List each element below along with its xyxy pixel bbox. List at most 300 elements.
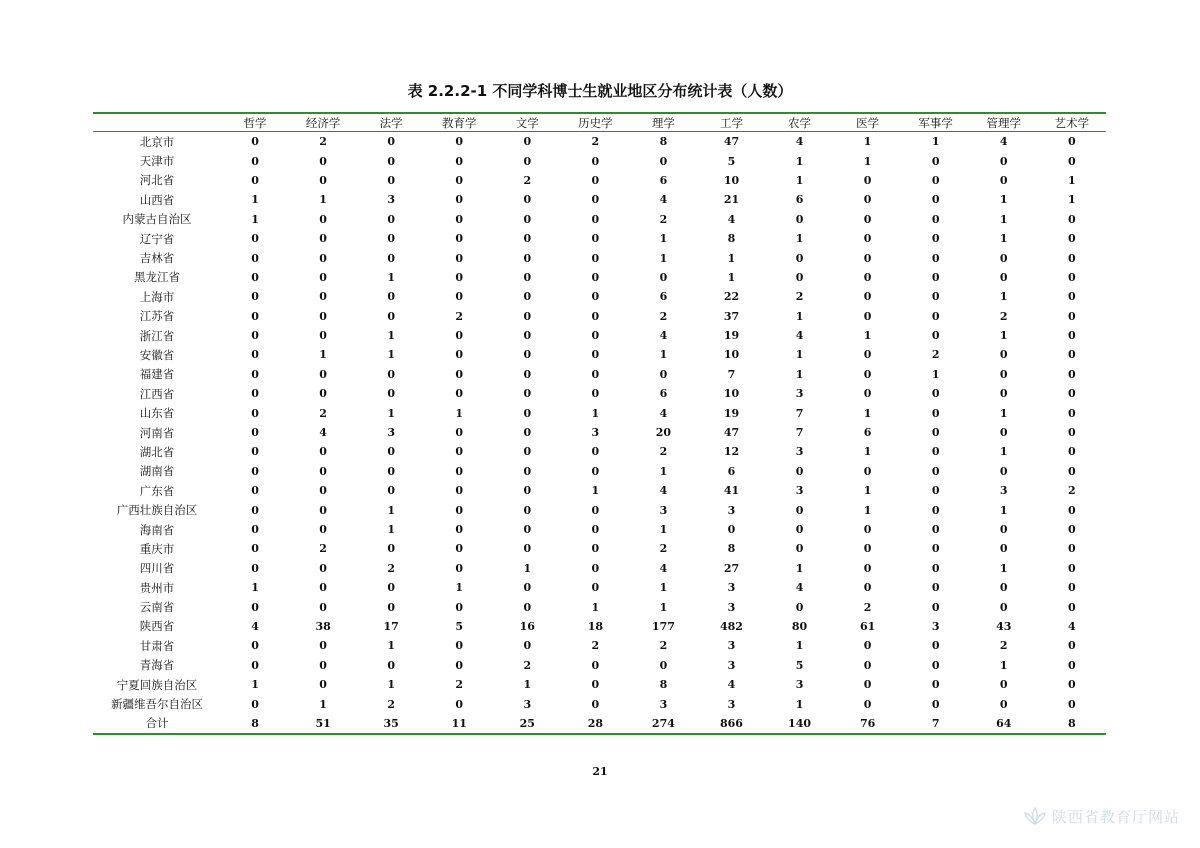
value-cell: 1 <box>387 639 395 653</box>
value-cell: 6 <box>727 464 736 478</box>
value-cell: 0 <box>319 290 327 304</box>
value-cell: 0 <box>1068 523 1076 536</box>
value-cell: 0 <box>251 251 259 265</box>
value-cell: 8 <box>659 135 668 149</box>
value-cell: 0 <box>523 484 532 498</box>
column-header: 文学 <box>493 114 561 132</box>
value-cell: 0 <box>319 251 327 265</box>
value-cell: 1 <box>999 561 1008 575</box>
value-cell: 1 <box>659 251 668 265</box>
value-cell: 0 <box>319 329 327 343</box>
column-header: 艺术学 <box>1038 114 1106 132</box>
value-cell: 0 <box>795 503 804 517</box>
value-cell: 0 <box>1068 464 1076 478</box>
value-cell: 1 <box>659 523 668 536</box>
region-cell: 云南省 <box>139 600 175 615</box>
value-cell: 1 <box>999 503 1008 517</box>
value-cell: 0 <box>523 464 532 478</box>
table-row <box>93 500 1106 519</box>
value-cell: 0 <box>931 309 940 323</box>
value-cell: 0 <box>999 348 1008 362</box>
value-cell: 177 <box>651 619 675 633</box>
value-cell: 10 <box>723 173 740 187</box>
value-cell: 0 <box>251 348 259 362</box>
value-cell: 0 <box>387 387 395 401</box>
value-cell: 0 <box>931 154 940 168</box>
value-cell: 0 <box>455 658 464 672</box>
column-header: 农学 <box>766 114 834 132</box>
table-row <box>93 442 1106 461</box>
value-cell: 0 <box>251 135 259 149</box>
value-cell: 3 <box>795 387 804 401</box>
column-header: 哲学 <box>221 114 289 132</box>
region-cell: 天津市 <box>139 154 175 169</box>
value-cell: 0 <box>455 193 464 207</box>
value-cell: 0 <box>863 309 872 323</box>
value-cell: 0 <box>727 523 736 536</box>
table-row <box>93 171 1106 190</box>
value-cell: 0 <box>863 697 872 711</box>
value-cell: 1 <box>455 581 464 595</box>
value-cell: 64 <box>996 716 1012 730</box>
region-cell: 甘肃省 <box>139 638 175 653</box>
value-cell: 4 <box>795 135 804 149</box>
region-cell: 湖北省 <box>139 444 175 459</box>
value-cell: 1 <box>591 484 600 498</box>
table-title: 表 2.2.2-1 不同学科博士生就业地区分布统计表（人数） <box>407 82 793 100</box>
value-cell: 3 <box>795 445 804 459</box>
value-cell: 3 <box>727 600 736 614</box>
value-cell: 0 <box>523 523 532 536</box>
value-cell: 0 <box>863 348 872 362</box>
value-cell: 4 <box>999 135 1008 149</box>
value-cell: 0 <box>319 600 327 614</box>
value-cell: 0 <box>523 329 532 343</box>
value-cell: 5 <box>727 154 736 168</box>
value-cell: 1 <box>523 561 532 575</box>
value-cell: 0 <box>523 193 532 207</box>
value-cell: 1 <box>523 678 532 692</box>
value-cell: 0 <box>319 367 327 381</box>
value-cell: 0 <box>863 173 872 187</box>
value-cell: 0 <box>387 309 395 323</box>
value-cell: 0 <box>591 678 600 692</box>
value-cell: 7 <box>727 367 736 381</box>
value-cell: 1 <box>999 445 1008 459</box>
value-cell: 0 <box>523 270 532 284</box>
value-cell: 0 <box>931 173 940 187</box>
value-cell: 4 <box>659 484 668 498</box>
header-region <box>93 114 221 132</box>
region-cell: 黑龙江省 <box>134 270 180 285</box>
value-cell: 0 <box>387 251 395 265</box>
value-cell: 19 <box>723 329 740 343</box>
value-cell: 0 <box>319 212 327 226</box>
value-cell: 0 <box>523 290 532 304</box>
value-cell: 1 <box>795 309 804 323</box>
value-cell: 1 <box>251 678 259 692</box>
value-cell: 1 <box>795 173 804 187</box>
table-row <box>93 132 1106 152</box>
value-cell: 0 <box>455 173 464 187</box>
value-cell: 0 <box>387 232 395 246</box>
value-cell: 0 <box>455 387 464 401</box>
region-cell: 青海省 <box>139 658 175 673</box>
value-cell: 0 <box>251 697 259 711</box>
value-cell: 2 <box>999 309 1008 323</box>
value-cell: 0 <box>863 387 872 401</box>
value-cell: 0 <box>999 426 1008 440</box>
region-cell: 北京市 <box>139 134 175 149</box>
value-cell: 0 <box>251 658 259 672</box>
value-cell: 140 <box>788 716 812 730</box>
value-cell: 0 <box>251 173 259 187</box>
table-row <box>93 481 1106 500</box>
value-cell: 0 <box>251 561 259 575</box>
value-cell: 1 <box>727 251 736 265</box>
value-cell: 0 <box>999 173 1008 187</box>
value-cell: 0 <box>863 367 872 381</box>
value-cell: 0 <box>931 697 940 711</box>
value-cell: 0 <box>251 387 259 401</box>
value-cell: 1 <box>863 135 872 149</box>
value-cell: 0 <box>455 561 464 575</box>
value-cell: 0 <box>591 464 600 478</box>
value-cell: 0 <box>931 464 940 478</box>
value-cell: 1 <box>387 348 395 362</box>
value-cell: 482 <box>719 619 743 633</box>
value-cell: 1 <box>863 329 872 343</box>
value-cell: 2 <box>591 135 600 149</box>
column-header: 理学 <box>629 114 697 132</box>
value-cell: 0 <box>455 367 464 381</box>
value-cell: 1 <box>1068 173 1076 187</box>
value-cell: 1 <box>999 329 1008 343</box>
value-cell: 0 <box>251 503 259 517</box>
value-cell: 0 <box>455 135 464 149</box>
region-cell: 山东省 <box>139 406 175 421</box>
value-cell: 0 <box>591 523 600 536</box>
value-cell: 0 <box>387 173 395 187</box>
value-cell: 0 <box>931 600 940 614</box>
value-cell: 1 <box>999 232 1008 246</box>
value-cell: 0 <box>319 154 327 168</box>
value-cell: 0 <box>931 561 940 575</box>
region-cell: 福建省 <box>139 367 175 382</box>
value-cell: 19 <box>723 406 740 420</box>
value-cell: 5 <box>455 619 464 633</box>
value-cell: 0 <box>1068 658 1076 672</box>
value-cell: 4 <box>795 329 804 343</box>
value-cell: 0 <box>999 251 1008 265</box>
value-cell: 0 <box>591 697 600 711</box>
value-cell: 3 <box>591 426 600 440</box>
value-cell: 0 <box>591 581 600 595</box>
value-cell: 16 <box>519 619 535 633</box>
value-cell: 0 <box>387 212 395 226</box>
value-cell: 37 <box>723 309 740 323</box>
value-cell: 0 <box>387 542 395 556</box>
table-row <box>93 384 1106 403</box>
value-cell: 0 <box>931 329 940 343</box>
value-cell: 0 <box>591 193 600 207</box>
value-cell: 0 <box>523 154 532 168</box>
value-cell: 274 <box>651 716 675 730</box>
value-cell: 0 <box>1068 678 1076 692</box>
table-row <box>93 287 1106 306</box>
value-cell: 0 <box>931 232 940 246</box>
value-cell: 0 <box>1068 639 1076 653</box>
value-cell: 0 <box>523 232 532 246</box>
value-cell: 0 <box>1068 270 1076 284</box>
value-cell: 1 <box>999 212 1008 226</box>
value-cell: 10 <box>723 387 740 401</box>
value-cell: 0 <box>251 367 259 381</box>
table-row <box>93 403 1106 422</box>
value-cell: 0 <box>999 270 1008 284</box>
value-cell: 0 <box>455 348 464 362</box>
value-cell: 0 <box>319 581 327 595</box>
value-cell: 1 <box>795 348 804 362</box>
value-cell: 1 <box>387 270 395 284</box>
value-cell: 1 <box>319 193 327 207</box>
value-cell: 4 <box>727 212 736 226</box>
value-cell: 0 <box>591 329 600 343</box>
value-cell: 0 <box>319 232 327 246</box>
table-row <box>93 307 1106 326</box>
value-cell: 3 <box>523 697 532 711</box>
value-cell: 2 <box>659 542 668 556</box>
value-cell: 0 <box>319 445 327 459</box>
value-cell: 1 <box>659 581 668 595</box>
value-cell: 0 <box>455 426 464 440</box>
value-cell: 0 <box>931 581 940 595</box>
value-cell: 1 <box>319 348 327 362</box>
table-row <box>93 597 1106 616</box>
value-cell: 0 <box>387 290 395 304</box>
value-cell: 0 <box>455 154 464 168</box>
value-cell: 0 <box>999 523 1008 536</box>
region-cell: 江西省 <box>139 386 175 401</box>
region-cell: 浙江省 <box>139 328 175 343</box>
value-cell: 1 <box>659 464 668 478</box>
value-cell: 0 <box>523 639 532 653</box>
value-cell: 0 <box>863 561 872 575</box>
value-cell: 0 <box>455 445 464 459</box>
value-cell: 0 <box>251 542 259 556</box>
column-header: 法学 <box>357 114 425 132</box>
value-cell: 3 <box>727 697 736 711</box>
value-cell: 1 <box>591 406 600 420</box>
value-cell: 0 <box>863 639 872 653</box>
value-cell: 1 <box>999 658 1008 672</box>
value-cell: 1 <box>387 503 395 517</box>
value-cell: 0 <box>795 251 804 265</box>
value-cell: 43 <box>996 619 1012 633</box>
table-row <box>93 617 1106 636</box>
value-cell: 0 <box>1068 232 1076 246</box>
value-cell: 0 <box>319 309 327 323</box>
value-cell: 0 <box>387 154 395 168</box>
value-cell: 1 <box>251 581 259 595</box>
value-cell: 17 <box>383 619 399 633</box>
region-cell: 内蒙古自治区 <box>122 212 192 227</box>
value-cell: 0 <box>591 212 600 226</box>
value-cell: 0 <box>387 484 395 498</box>
value-cell: 0 <box>251 290 259 304</box>
value-cell: 0 <box>319 658 327 672</box>
region-cell: 合计 <box>145 716 169 731</box>
value-cell: 0 <box>795 600 804 614</box>
value-cell: 2 <box>319 542 327 556</box>
total-row <box>93 714 1106 733</box>
value-cell: 0 <box>1068 290 1076 304</box>
value-cell: 0 <box>999 542 1008 556</box>
region-cell: 吉林省 <box>139 251 175 266</box>
page-number: 21 <box>592 765 608 778</box>
value-cell: 0 <box>999 387 1008 401</box>
value-cell: 0 <box>523 251 532 265</box>
region-cell: 河南省 <box>139 425 175 440</box>
value-cell: 0 <box>931 523 940 536</box>
region-cell: 河北省 <box>139 173 175 188</box>
column-header: 医学 <box>834 114 902 132</box>
value-cell: 2 <box>319 135 327 149</box>
value-cell: 51 <box>315 716 331 730</box>
value-cell: 0 <box>319 270 327 284</box>
value-cell: 1 <box>863 406 872 420</box>
value-cell: 0 <box>387 135 395 149</box>
value-cell: 4 <box>659 406 668 420</box>
value-cell: 0 <box>523 600 532 614</box>
value-cell: 2 <box>659 445 668 459</box>
table-body <box>93 132 1106 734</box>
value-cell: 0 <box>1068 426 1076 440</box>
value-cell: 0 <box>251 426 259 440</box>
value-cell: 0 <box>1068 309 1076 323</box>
table-row <box>93 539 1106 558</box>
value-cell: 2 <box>455 678 464 692</box>
value-cell: 5 <box>795 658 804 672</box>
value-cell: 1 <box>319 697 327 711</box>
value-cell: 1 <box>795 154 804 168</box>
value-cell: 3 <box>795 678 804 692</box>
value-cell: 27 <box>723 561 740 575</box>
value-cell: 6 <box>659 387 668 401</box>
value-cell: 0 <box>523 445 532 459</box>
value-cell: 2 <box>319 406 327 420</box>
value-cell: 0 <box>1068 212 1076 226</box>
value-cell: 0 <box>931 212 940 226</box>
statistics-table <box>93 114 1106 733</box>
value-cell: 0 <box>523 503 532 517</box>
value-cell: 0 <box>931 639 940 653</box>
value-cell: 0 <box>251 464 259 478</box>
lotus-logo-icon <box>1022 805 1048 827</box>
value-cell: 0 <box>319 173 327 187</box>
value-cell: 21 <box>723 193 740 207</box>
value-cell: 2 <box>591 639 600 653</box>
value-cell: 1 <box>251 193 259 207</box>
value-cell: 0 <box>591 561 600 575</box>
table-row <box>93 151 1106 170</box>
value-cell: 0 <box>319 523 327 536</box>
value-cell: 2 <box>931 348 940 362</box>
value-cell: 0 <box>251 523 259 536</box>
value-cell: 1 <box>659 600 668 614</box>
value-cell: 0 <box>591 232 600 246</box>
value-cell: 0 <box>319 503 327 517</box>
value-cell: 2 <box>387 697 395 711</box>
value-cell: 2 <box>659 639 668 653</box>
value-cell: 0 <box>591 445 600 459</box>
value-cell: 4 <box>659 193 668 207</box>
value-cell: 0 <box>931 290 940 304</box>
value-cell: 0 <box>999 367 1008 381</box>
value-cell: 0 <box>1068 367 1076 381</box>
column-header: 教育学 <box>425 114 493 132</box>
value-cell: 0 <box>795 464 804 478</box>
value-cell: 0 <box>387 464 395 478</box>
value-cell: 0 <box>795 212 804 226</box>
value-cell: 0 <box>1068 387 1076 401</box>
value-cell: 7 <box>795 426 804 440</box>
table-row <box>93 694 1106 713</box>
value-cell: 2 <box>795 290 804 304</box>
column-header: 管理学 <box>970 114 1038 132</box>
region-cell: 山西省 <box>139 192 175 207</box>
value-cell: 0 <box>523 348 532 362</box>
value-cell: 0 <box>931 193 940 207</box>
table-row <box>93 248 1106 267</box>
value-cell: 4 <box>795 581 804 595</box>
value-cell: 0 <box>931 658 940 672</box>
value-cell: 0 <box>1068 561 1076 575</box>
value-cell: 0 <box>591 270 600 284</box>
value-cell: 0 <box>795 523 804 536</box>
value-cell: 0 <box>863 193 872 207</box>
table-row <box>93 462 1106 481</box>
value-cell: 0 <box>251 406 259 420</box>
value-cell: 0 <box>795 270 804 284</box>
value-cell: 0 <box>251 329 259 343</box>
value-cell: 0 <box>319 678 327 692</box>
value-cell: 6 <box>659 290 668 304</box>
value-cell: 0 <box>455 232 464 246</box>
value-cell: 18 <box>587 619 603 633</box>
value-cell: 4 <box>1068 619 1076 633</box>
value-cell: 0 <box>591 309 600 323</box>
value-cell: 0 <box>659 367 668 381</box>
value-cell: 0 <box>863 542 872 556</box>
value-cell: 0 <box>931 445 940 459</box>
table-row <box>93 326 1106 345</box>
value-cell: 76 <box>859 716 876 730</box>
value-cell: 1 <box>795 561 804 575</box>
value-cell: 8 <box>727 232 736 246</box>
region-cell: 江苏省 <box>139 309 175 324</box>
value-cell: 1 <box>795 639 804 653</box>
value-cell: 0 <box>659 658 668 672</box>
value-cell: 0 <box>795 542 804 556</box>
value-cell: 0 <box>387 658 395 672</box>
region-cell: 贵州市 <box>139 580 175 595</box>
value-cell: 80 <box>791 619 808 633</box>
value-cell: 0 <box>455 639 464 653</box>
value-cell: 0 <box>931 270 940 284</box>
value-cell: 0 <box>455 697 464 711</box>
value-cell: 0 <box>251 600 259 614</box>
